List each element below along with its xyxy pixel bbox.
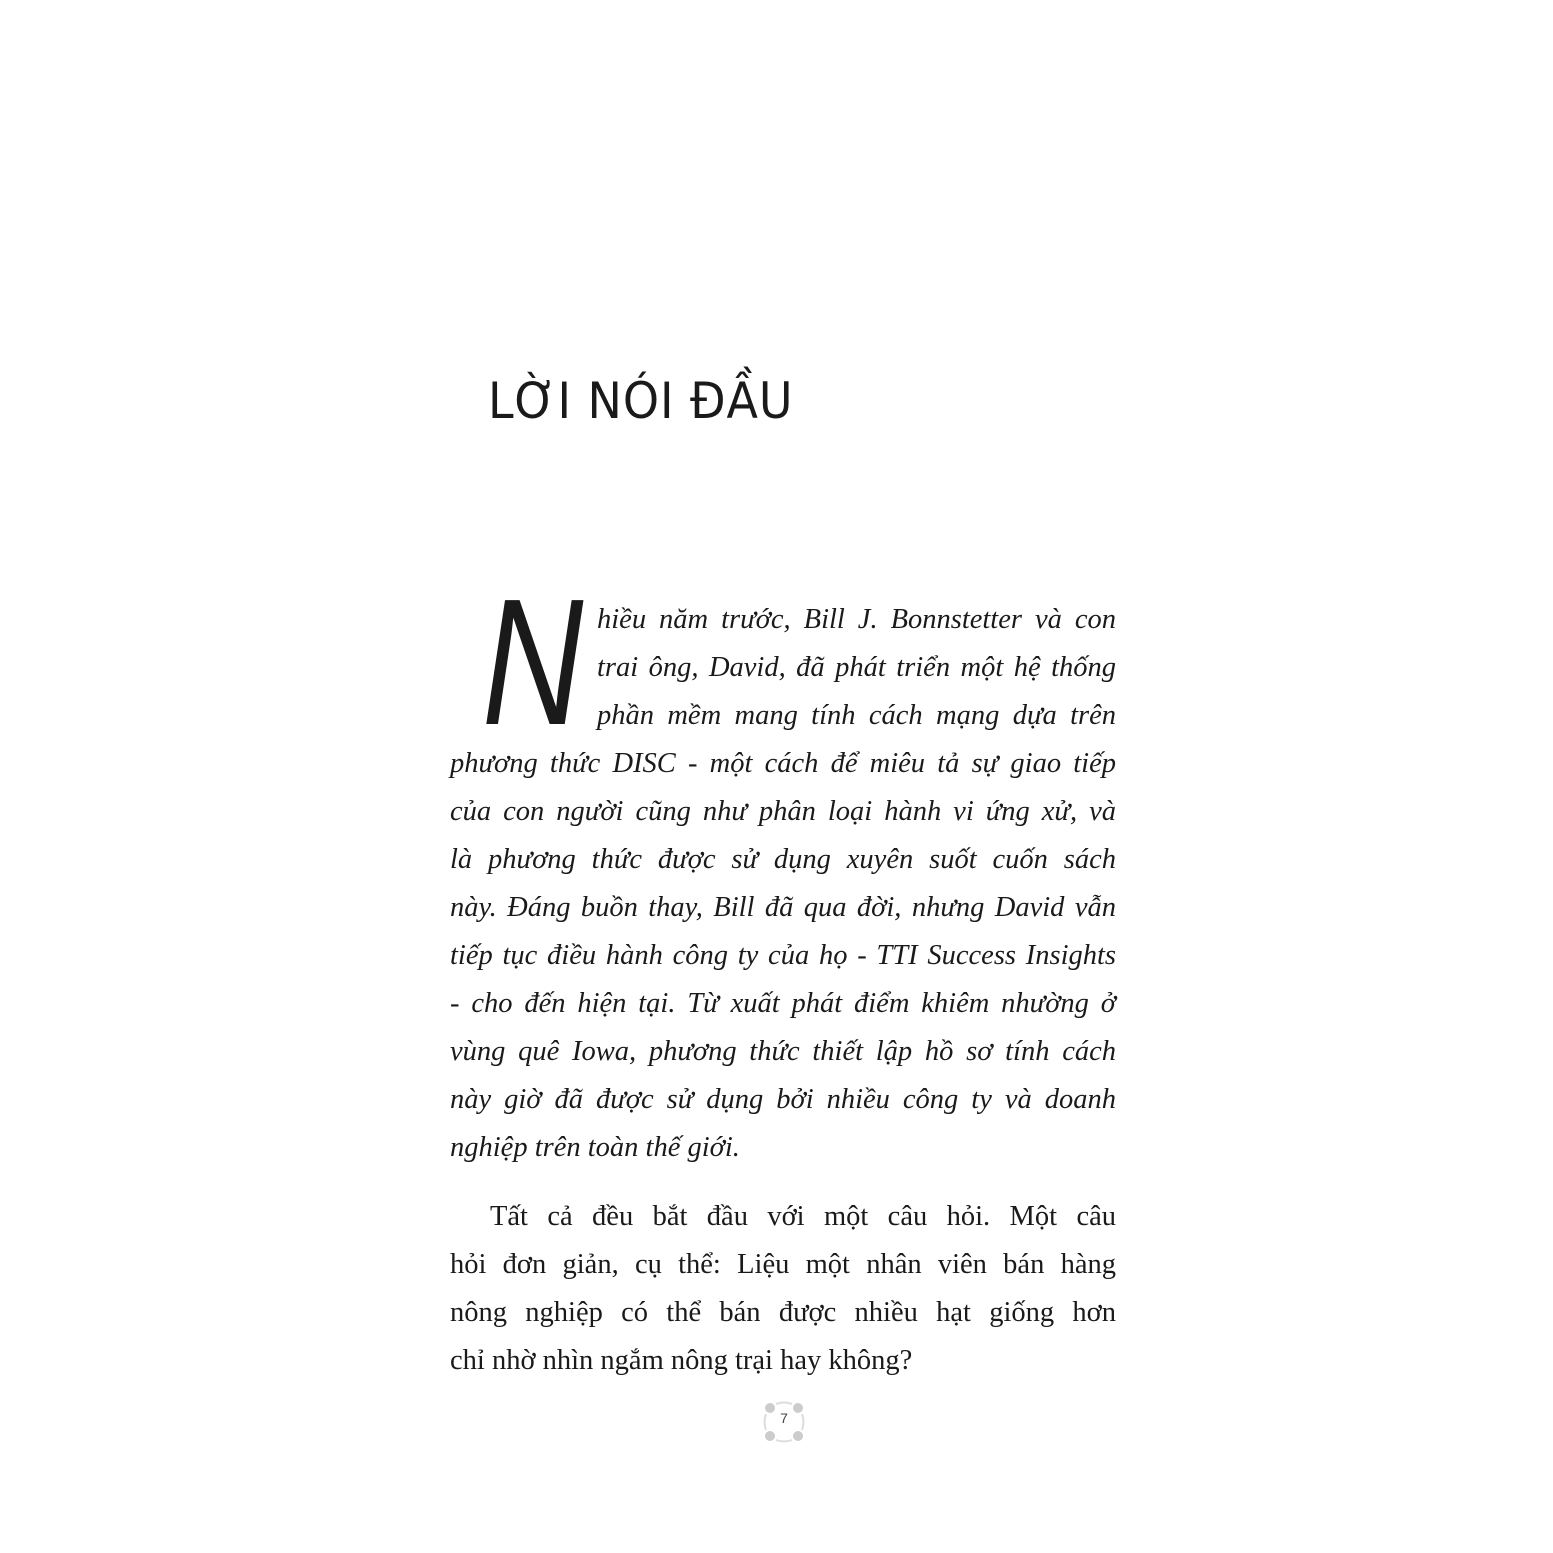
- text-line: trai ông, David, đã phát triển một hệ thống: [597, 652, 1116, 683]
- text-line: chỉ nhờ nhìn ngắm nông trại hay không?: [450, 1345, 913, 1376]
- text-line: nông nghiệp có thể bán được nhiều hạt giống hơn: [450, 1297, 1116, 1328]
- text-line: này giờ đã được sử dụng bởi nhiều công ty và doanh: [450, 1084, 1116, 1115]
- page-number-badge: [762, 1400, 806, 1444]
- text-line: hiều năm trước, Bill J. Bonnstetter và con: [597, 604, 1116, 635]
- page-number: 7: [780, 1410, 788, 1426]
- text-line: là phương thức được sử dụng xuyên suốt cuốn sách: [450, 844, 1116, 875]
- text-line: tiếp tục điều hành công ty của họ - TTI Success Insights: [450, 940, 1116, 971]
- text-line: Tất cả đều bắt đầu với một câu hỏi. Một câu: [490, 1201, 1116, 1232]
- text-line: - cho đến hiện tại. Từ xuất phát điểm khiêm nhường ở: [450, 988, 1116, 1019]
- text-line: này. Đáng buồn thay, Bill đã qua đời, nhưng David vẫn: [450, 892, 1116, 923]
- text-line: vùng quê Iowa, phương thức thiết lập hồ sơ tính cách: [450, 1036, 1116, 1067]
- text-line: hỏi đơn giản, cụ thể: Liệu một nhân viên bán hàng: [450, 1249, 1116, 1280]
- text-line: nghiệp trên toàn thế giới.: [450, 1132, 740, 1163]
- text-line: của con người cũng như phân loại hành vi ứng xử, và: [450, 796, 1116, 827]
- text-line: phương thức DISC - một cách để miêu tả sự giao tiếp: [450, 748, 1116, 779]
- text-line: phần mềm mang tính cách mạng dựa trên: [597, 700, 1116, 731]
- page-title: LỜI NÓI ĐẦU: [488, 372, 794, 430]
- drop-cap: N: [482, 562, 584, 763]
